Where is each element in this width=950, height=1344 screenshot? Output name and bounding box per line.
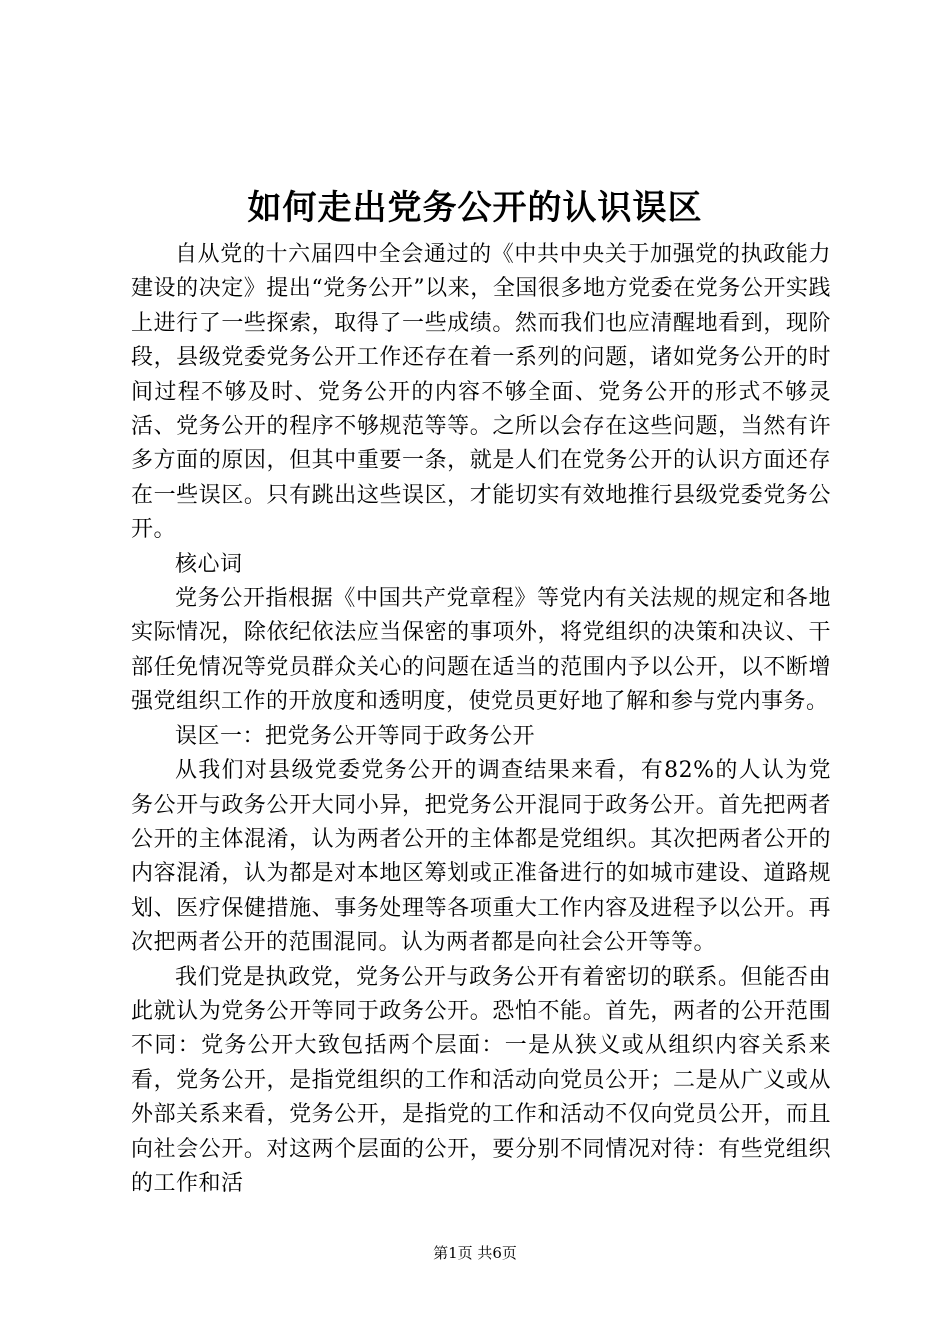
paragraph-definition: 党务公开指根据《中国共产党章程》等党内有关法规的规定和各地实际情况，除依纪依法应当保密的事项外，将党组织的决策和决议、干部任免情况等党员群众关心的问题在适当的范围内予以公开，以不断增强党组织工作的开放度和透明度，使党员更好地了解和参与党内事务。 (131, 586, 831, 715)
paragraph-analysis: 我们党是执政党，党务公开与政务公开有着密切的联系。但能否由此就认为党务公开等同于政务公开。恐怕不能。首先，两者的公开范围不同：党务公开大致包括两个层面：一是从狭义或从组织内容关系来看，党务公开，是指党组织的工作和活动向党员公开；二是从广义或从外部关系来看，党务公开，是指党的工作和活动不仅向党员公开，而且向社会公开。对这两个层面的公开，要分别不同情况对待：有些党组织的工作和活 (131, 964, 831, 1196)
paragraph-section-heading: 误区一：把党务公开等同于政务公开 (175, 723, 536, 749)
document-title: 如何走出党务公开的认识误区 (247, 188, 703, 228)
paragraph-intro: 自从党的十六届四中全会通过的《中共中央关于加强党的执政能力建设的决定》提出“党务公开”以来，全国很多地方党委在党务公开实践上进行了一些探索，取得了一些成绩。然而我们也应清醒地看到，现阶段，县级党委党务公开工作还存在着一系列的问题，诸如党务公开的时间过程不够及时、党务公开的内容不够全面、党务公开的形式不够灵活、党务公开的程序不够规范等等。之所以会存在这些问题，当然有许多方面的原因，但其中重要一条，就是人们在党务公开的认识方面还存在一些误区。只有跳出这些误区，才能切实有效地推行县级党委党务公开。 (131, 242, 831, 543)
document-body (131, 238, 831, 1201)
paragraph-survey: 从我们对县级党委党务公开的调查结果来看，有82%的人认为党务公开与政务公开大同小异，把党务公开混同于政务公开。首先把两者公开的主体混淆，认为两者公开的主体都是党组织。其次把两者公开的内容混淆，认为都是对本地区筹划或正准备进行的如城市建设、道路规划、医疗保健措施、事务处理等各项重大工作内容及进程予以公开。再次把两者公开的范围混同。认为两者都是向社会公开等等。 (131, 758, 831, 956)
paragraph-keyword-heading: 核心词 (175, 551, 243, 577)
page-footer: 第1页 共6页 (433, 1244, 517, 1262)
